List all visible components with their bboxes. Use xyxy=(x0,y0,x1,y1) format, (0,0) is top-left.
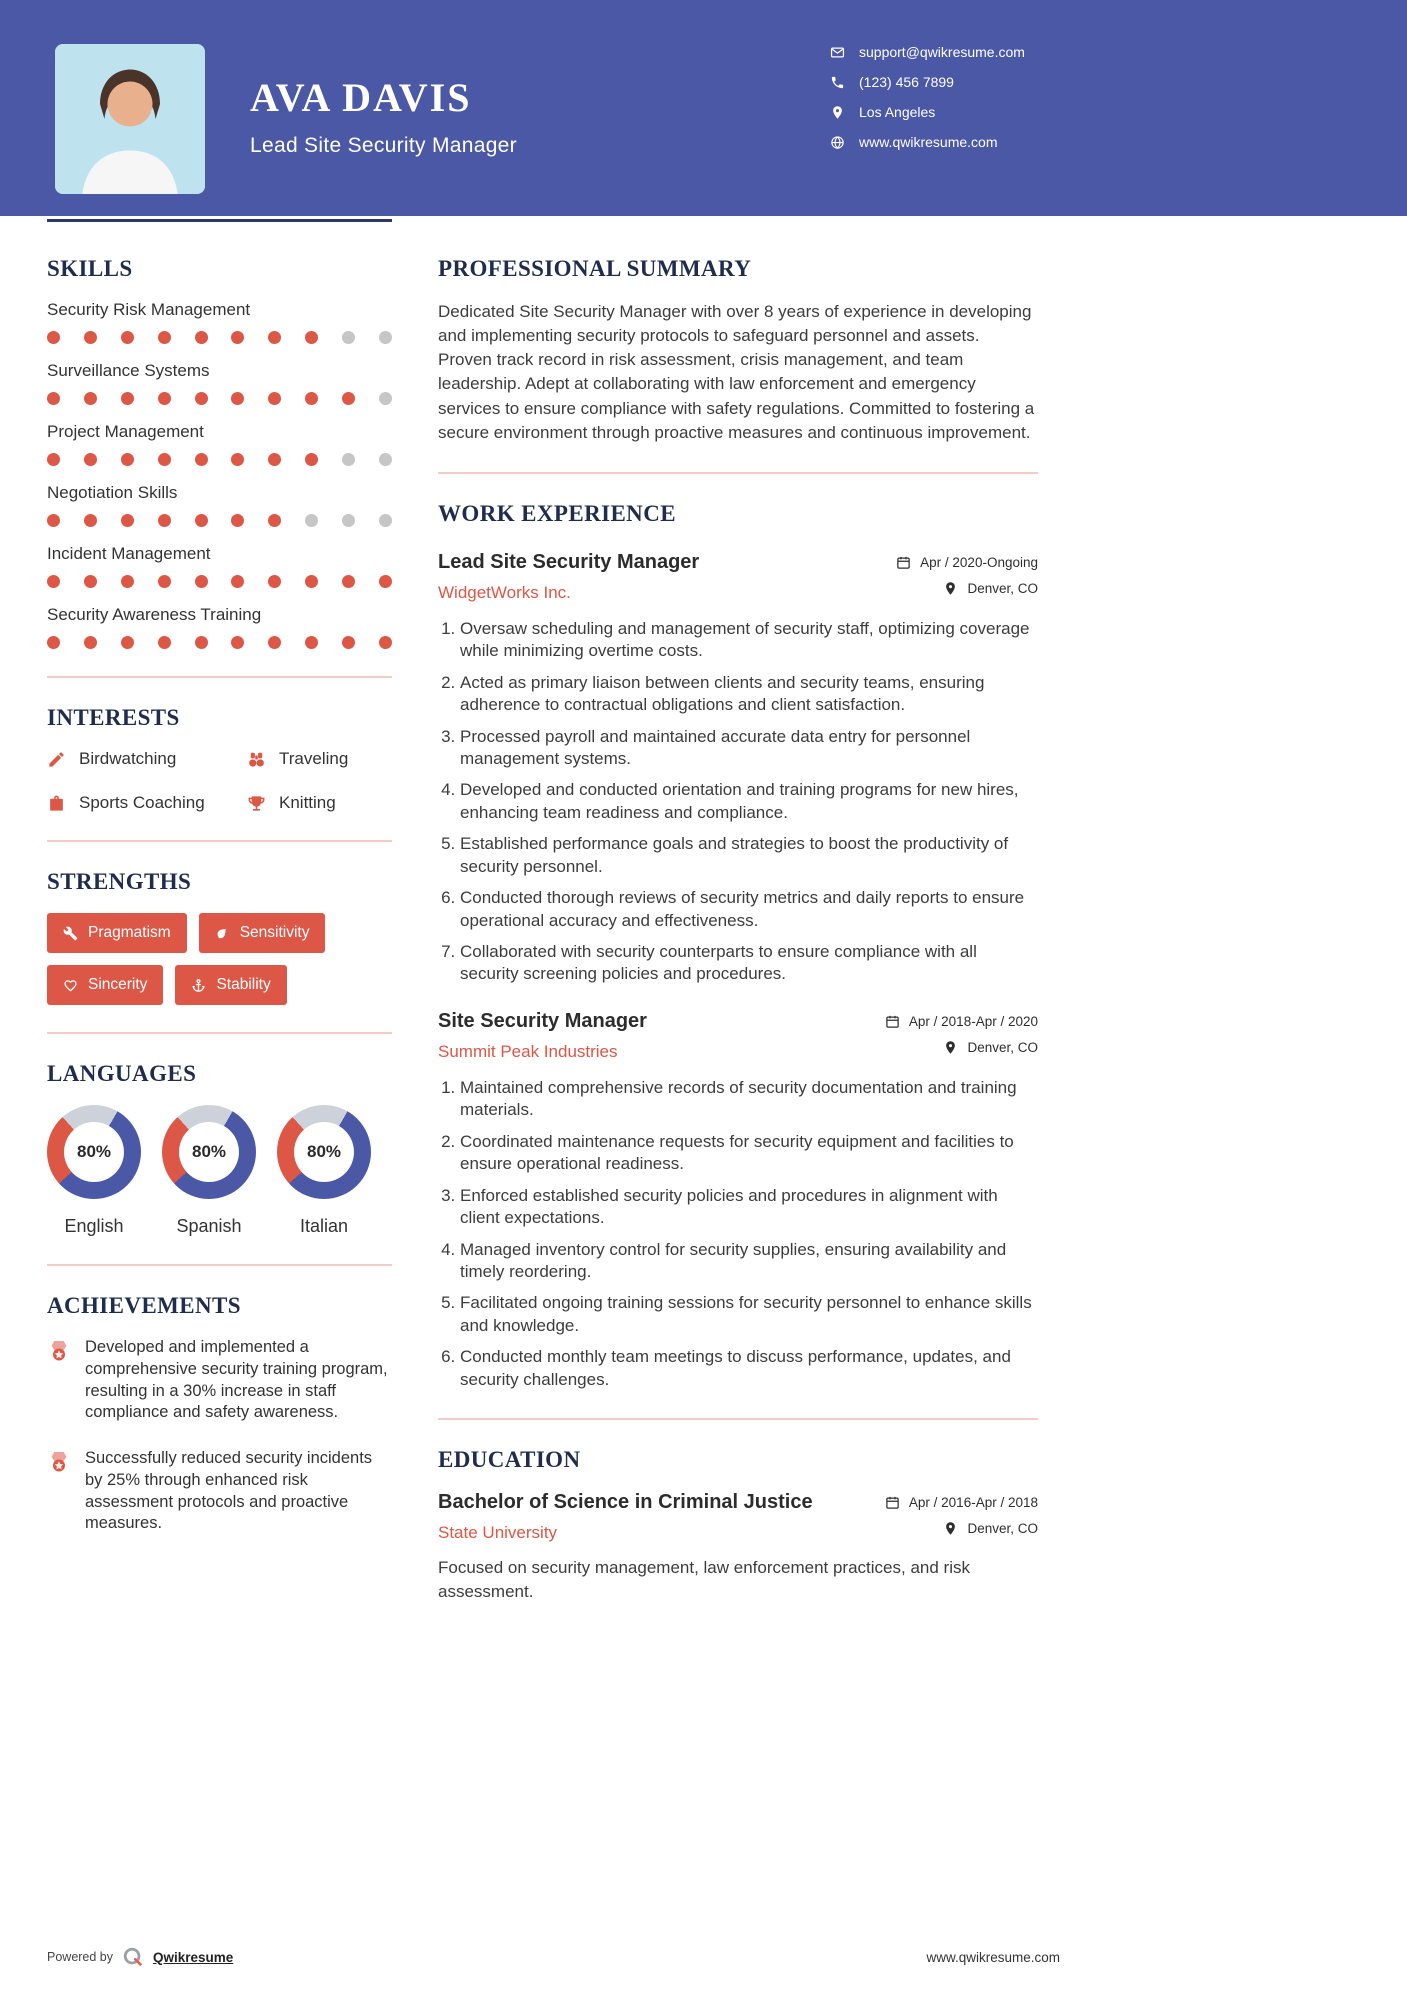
strength-label: Stability xyxy=(216,976,271,993)
rating-dot xyxy=(305,636,318,649)
pin-icon xyxy=(943,1040,958,1055)
pin-icon xyxy=(830,105,845,120)
rating-dot xyxy=(342,514,355,527)
language-donut xyxy=(162,1105,256,1199)
education-location xyxy=(943,1521,1038,1536)
skill-rating-dots xyxy=(47,514,392,527)
rating-dot xyxy=(158,514,171,527)
footer-website: www.qwikresume.com xyxy=(926,1949,1060,1965)
language-label: English xyxy=(64,1216,124,1236)
rating-dot xyxy=(268,636,281,649)
contact-row xyxy=(830,104,1025,120)
education-description: Focused on security management, law enforcement practices, and risk assessment. xyxy=(438,1558,970,1602)
strength-label: Sensitivity xyxy=(239,924,310,941)
job-entry xyxy=(438,551,1038,986)
job-dates xyxy=(885,1014,1038,1029)
experience-section xyxy=(438,501,1038,1391)
strengths-heading: STRENGTHS xyxy=(47,869,192,894)
job-bullet: 4. Developed and conducted orientation and training programs for new hires, enhancing team readiness and compliance. xyxy=(460,779,1038,824)
job-company: WidgetWorks Inc. xyxy=(438,582,571,602)
job-bullet: 5. Facilitated ongoing training sessions for security personnel to enhance skills and knowledge. xyxy=(460,1292,1038,1337)
contact-list xyxy=(830,44,1025,150)
header xyxy=(0,0,1407,216)
percent-label: 80% xyxy=(76,1142,112,1161)
divider xyxy=(438,1418,1038,1420)
skill-rating-dots xyxy=(47,392,392,405)
divider xyxy=(47,1032,392,1034)
contact-text: Los Angeles xyxy=(859,104,936,120)
achievements-section xyxy=(47,1293,392,1535)
rating-dot xyxy=(195,331,208,344)
calendar-icon xyxy=(885,1495,900,1510)
interest-label: Traveling xyxy=(279,749,349,768)
phone-icon xyxy=(830,75,845,90)
rating-dot xyxy=(268,575,281,588)
calendar-icon xyxy=(885,1014,900,1029)
language-label: Spanish xyxy=(176,1216,242,1236)
rating-dot xyxy=(231,392,244,405)
heart-icon xyxy=(63,978,78,993)
interest-item xyxy=(47,793,247,813)
rating-dot xyxy=(231,636,244,649)
job-bullet: 7. Collaborated with security counterparts to ensure compliance with all security screening policies and procedures. xyxy=(460,941,1038,986)
divider xyxy=(47,840,392,842)
rating-dot xyxy=(121,392,134,405)
job-bullet: 4. Managed inventory control for security supplies, ensuring availability and timely reordering. xyxy=(460,1239,1038,1284)
rating-dot xyxy=(121,331,134,344)
calendar-icon xyxy=(896,555,911,570)
summary-heading: PROFESSIONAL SUMMARY xyxy=(438,256,752,281)
rating-dot xyxy=(121,514,134,527)
powered-by-label: Powered by xyxy=(47,1950,114,1964)
strength-badge xyxy=(175,965,286,1005)
rating-dot xyxy=(268,514,281,527)
job-bullet: 1. Oversaw scheduling and management of security staff, optimizing coverage while minimizing overtime costs. xyxy=(460,618,1038,663)
rating-dot xyxy=(47,453,60,466)
contact-row xyxy=(830,44,1025,60)
job-title: Site Security Manager xyxy=(438,1009,647,1032)
strength-label: Sincerity xyxy=(88,976,148,993)
rating-dot xyxy=(305,514,318,527)
skill-label: Project Management xyxy=(47,422,204,441)
education-dates xyxy=(885,1495,1038,1510)
language-item xyxy=(47,1105,141,1237)
rating-dot xyxy=(84,392,97,405)
rating-dot xyxy=(84,331,97,344)
anchor-icon xyxy=(191,978,206,993)
bag-icon xyxy=(47,794,66,813)
pin-icon xyxy=(943,581,958,596)
rating-dot xyxy=(379,514,392,527)
rating-dot xyxy=(195,636,208,649)
medal-icon xyxy=(47,1450,71,1474)
language-percent xyxy=(179,1122,239,1182)
envelope-icon xyxy=(830,45,845,60)
contact-row xyxy=(830,134,1025,150)
strength-badge xyxy=(199,913,326,953)
education-heading: EDUCATION xyxy=(438,1447,581,1473)
job-bullet: 2. Coordinated maintenance requests for security equipment and facilities to ensure operational readiness. xyxy=(460,1131,1038,1176)
rating-dot xyxy=(342,636,355,649)
summary-text: Dedicated Site Security Manager with over 8 years of experience in developing and implementing security protocols to safeguard personnel and assets. Proven track record in risk assessment, crisis management, and team leadership. Adept at collaborating with law enforcement and emergency services to ensure compliance with safety regulations. Committed to fostering a secure environment through proactive measures and continuous improvement. xyxy=(438,302,1035,442)
leaf-icon xyxy=(215,926,230,941)
languages-heading: LANGUAGES xyxy=(47,1061,197,1086)
trophy-icon xyxy=(247,794,266,813)
powered-by xyxy=(47,1946,233,1968)
pencil-icon xyxy=(47,750,66,769)
rating-dot xyxy=(379,392,392,405)
rating-dot xyxy=(47,575,60,588)
degree-title: Bachelor of Science in Criminal Justice xyxy=(438,1491,813,1514)
job-entry xyxy=(438,1010,1038,1391)
strength-badge xyxy=(47,965,163,1005)
languages-section xyxy=(47,1061,392,1237)
main-column xyxy=(438,256,1038,1604)
achievements-heading: ACHIEVEMENTS xyxy=(47,1293,241,1318)
achievement-item xyxy=(47,1448,392,1535)
education-school-row xyxy=(438,1514,1038,1543)
rating-dot xyxy=(305,453,318,466)
rating-dot xyxy=(47,514,60,527)
interest-item xyxy=(247,793,392,813)
rating-dot xyxy=(47,331,60,344)
rating-dot xyxy=(158,331,171,344)
job-location-text: Denver, CO xyxy=(967,580,1038,596)
rating-dot xyxy=(379,453,392,466)
medal-icon xyxy=(47,1339,71,1363)
person-title: Lead Site Security Manager xyxy=(250,134,517,157)
interests-section xyxy=(47,705,392,813)
rating-dot xyxy=(305,392,318,405)
rating-dot xyxy=(268,453,281,466)
languages-list xyxy=(47,1105,392,1237)
rating-dot xyxy=(47,636,60,649)
content xyxy=(0,222,1407,1604)
experience-heading: WORK EXPERIENCE xyxy=(438,500,676,526)
skill-item xyxy=(47,483,392,527)
binoculars-icon xyxy=(247,750,266,769)
pin-icon xyxy=(943,1521,958,1536)
interest-item xyxy=(247,749,392,769)
job-dates-text: Apr / 2020-Ongoing xyxy=(920,554,1038,570)
strengths-section xyxy=(47,869,392,1005)
identity-block xyxy=(250,74,517,158)
skill-item xyxy=(47,300,392,344)
job-company-row xyxy=(438,574,1038,603)
skill-rating-dots xyxy=(47,453,392,466)
job-bullet: 6. Conducted monthly team meetings to discuss performance, updates, and security challenges. xyxy=(460,1346,1038,1391)
job-title-row xyxy=(438,551,1038,574)
education-dates-text: Apr / 2016-Apr / 2018 xyxy=(908,1495,1038,1511)
job-location-text: Denver, CO xyxy=(967,1039,1038,1055)
skill-item xyxy=(47,422,392,466)
contact-text: (123) 456 7899 xyxy=(859,74,954,90)
skill-item xyxy=(47,544,392,588)
rating-dot xyxy=(47,392,60,405)
school-name: State University xyxy=(438,1523,558,1543)
rating-dot xyxy=(195,392,208,405)
sidebar xyxy=(47,256,392,1604)
language-donut xyxy=(47,1105,141,1199)
skills-heading: SKILLS xyxy=(47,256,133,281)
rating-dot xyxy=(84,636,97,649)
rating-dot xyxy=(305,331,318,344)
rating-dot xyxy=(231,331,244,344)
job-bullet: 3. Processed payroll and maintained accurate data entry for personnel management systems. xyxy=(460,726,1038,771)
language-item xyxy=(277,1105,371,1237)
skill-label: Incident Management xyxy=(47,544,211,563)
qwikresume-logo-icon xyxy=(122,1946,144,1968)
interests-list xyxy=(47,749,392,813)
rating-dot xyxy=(379,636,392,649)
interest-label: Sports Coaching xyxy=(79,793,205,812)
job-bullet: 1. Maintained comprehensive records of security documentation and training materials. xyxy=(460,1077,1038,1122)
wrench-icon xyxy=(63,926,78,941)
contact-text: support@qwikresume.com xyxy=(859,44,1025,60)
rating-dot xyxy=(121,636,134,649)
qwikresume-link[interactable]: Qwikresume xyxy=(153,1949,234,1965)
skill-label: Negotiation Skills xyxy=(47,483,178,502)
rating-dot xyxy=(342,331,355,344)
achievement-text: Successfully reduced security incidents by 25% through enhanced risk assessment protocols and proactive measures. xyxy=(85,1449,373,1533)
rating-dot xyxy=(121,453,134,466)
job-bullets xyxy=(438,1077,1038,1391)
rating-dot xyxy=(84,453,97,466)
interest-item xyxy=(47,749,247,769)
job-dates xyxy=(896,555,1038,570)
rating-dot xyxy=(195,575,208,588)
divider xyxy=(438,472,1038,474)
percent-label: 80% xyxy=(191,1142,227,1161)
language-percent xyxy=(64,1122,124,1182)
rating-dot xyxy=(231,453,244,466)
rating-dot xyxy=(305,575,318,588)
interests-heading: INTERESTS xyxy=(47,705,180,730)
job-bullet: 6. Conducted thorough reviews of security metrics and daily reports to ensure operational accuracy and effectiveness. xyxy=(460,887,1038,932)
education-section xyxy=(438,1447,1038,1604)
rating-dot xyxy=(342,392,355,405)
job-company: Summit Peak Industries xyxy=(438,1041,618,1061)
rating-dot xyxy=(268,392,281,405)
profile-photo xyxy=(55,44,205,194)
rating-dot xyxy=(379,331,392,344)
rating-dot xyxy=(84,514,97,527)
rating-dot xyxy=(342,575,355,588)
skills-section xyxy=(47,256,392,649)
language-label: Italian xyxy=(299,1216,349,1236)
rating-dot xyxy=(342,453,355,466)
rating-dot xyxy=(379,575,392,588)
rating-dot xyxy=(84,575,97,588)
language-item xyxy=(162,1105,256,1237)
jobs-list xyxy=(438,551,1038,1391)
skill-rating-dots xyxy=(47,636,392,649)
skill-label: Surveillance Systems xyxy=(47,361,210,380)
strengths-list xyxy=(47,913,392,1005)
education-location-text: Denver, CO xyxy=(967,1521,1038,1537)
rating-dot xyxy=(158,636,171,649)
language-donut xyxy=(277,1105,371,1199)
avatar-illustration xyxy=(55,44,205,194)
job-bullet: 2. Acted as primary liaison between clients and security teams, ensuring adherence to contractual obligations and client satisfaction. xyxy=(460,672,1038,717)
achievement-item xyxy=(47,1337,392,1424)
skill-label: Security Awareness Training xyxy=(47,605,262,624)
job-company-row xyxy=(438,1033,1038,1062)
job-bullet: 3. Enforced established security policies and procedures in alignment with client expectations. xyxy=(460,1185,1038,1230)
footer xyxy=(47,1946,1060,1968)
summary-section xyxy=(438,256,1038,445)
skill-item xyxy=(47,605,392,649)
skill-label: Security Risk Management xyxy=(47,300,251,319)
interest-label: Birdwatching xyxy=(79,749,177,768)
job-location xyxy=(943,581,1038,596)
job-bullet: 5. Established performance goals and strategies to boost the productivity of security personnel. xyxy=(460,833,1038,878)
rating-dot xyxy=(158,392,171,405)
contact-text: www.qwikresume.com xyxy=(859,134,998,150)
job-location xyxy=(943,1040,1038,1055)
rating-dot xyxy=(158,453,171,466)
strength-label: Pragmatism xyxy=(88,924,171,941)
contact-row xyxy=(830,74,1025,90)
rating-dot xyxy=(195,514,208,527)
achievement-text: Developed and implemented a comprehensive security training program, resulting in a 30% increase in staff compliance and safety awareness. xyxy=(85,1338,388,1422)
rating-dot xyxy=(231,575,244,588)
education-title-row xyxy=(438,1491,1038,1514)
rating-dot xyxy=(158,575,171,588)
divider xyxy=(47,1264,392,1266)
person-name: AVA DAVIS xyxy=(250,75,472,120)
skills-list xyxy=(47,300,392,649)
skill-rating-dots xyxy=(47,575,392,588)
strength-badge xyxy=(47,913,187,953)
rating-dot xyxy=(121,575,134,588)
job-title-row xyxy=(438,1010,1038,1033)
globe-icon xyxy=(830,135,845,150)
job-title: Lead Site Security Manager xyxy=(438,550,700,573)
rating-dot xyxy=(231,514,244,527)
rating-dot xyxy=(268,331,281,344)
language-percent xyxy=(294,1122,354,1182)
job-bullets xyxy=(438,618,1038,986)
divider xyxy=(47,676,392,678)
rating-dot xyxy=(195,453,208,466)
skill-item xyxy=(47,361,392,405)
skill-rating-dots xyxy=(47,331,392,344)
achievements-list xyxy=(47,1337,392,1535)
job-dates-text: Apr / 2018-Apr / 2020 xyxy=(908,1013,1038,1029)
interest-label: Knitting xyxy=(279,793,336,812)
percent-label: 80% xyxy=(306,1142,342,1161)
